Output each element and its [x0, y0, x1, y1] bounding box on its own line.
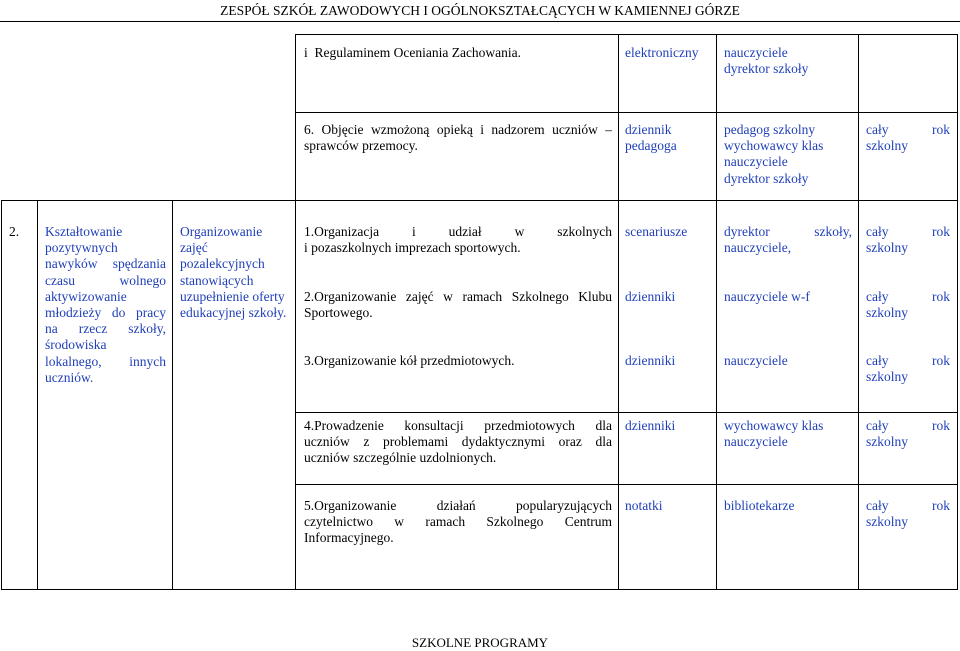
grid-line-col1	[37, 200, 38, 589]
item3-form: dzienniki	[625, 353, 676, 368]
row6-term: cały rok szkolny	[866, 122, 950, 154]
document-header: ZESPÓŁ SZKÓŁ ZAWODOWYCH I OGÓLNOKSZTAŁCĄCYCH W KAMIENNEJ GÓRZE	[220, 3, 740, 18]
top-row-form: elektroniczny	[625, 45, 699, 60]
item5-task: 5.Organizowanie działań popularyzujących czytelnictwo w ramach Szkolnego Centrum Informacyjnego.	[304, 498, 612, 546]
item5-responsible: bibliotekarze	[724, 498, 795, 513]
item3-task: 3.Organizowanie kół przedmiotowych.	[304, 353, 515, 368]
grid-line-top	[295, 34, 958, 35]
item4-responsible: wychowawcy klas nauczyciele	[724, 418, 824, 450]
item5-term: cały rok szkolny	[866, 498, 950, 530]
top-row-task: i Regulaminem Oceniania Zachowania.	[304, 45, 522, 60]
grid-line-col3	[295, 34, 296, 589]
grid-line-row-b	[1, 200, 958, 201]
grid-line-col2	[172, 200, 173, 589]
grid-line-row-d	[295, 484, 958, 485]
grid-line-left	[1, 200, 2, 589]
item5-form: notatki	[625, 498, 663, 513]
item2-form: dzienniki	[625, 289, 676, 304]
section2-number: 2.	[9, 224, 20, 239]
item2-task: 2.Organizowanie zajęć w ramach Szkolnego Klubu Sportowego.	[304, 289, 612, 321]
item1-form: scenariusze	[625, 224, 688, 239]
grid-line-col4	[618, 34, 619, 589]
grid-line-right	[957, 34, 958, 589]
row6-responsible: pedagog szkolny wychowawcy klas nauczyciele dyrektor szkoły	[724, 122, 824, 186]
item1-task: 1.Organizacja i udział w szkolnych i pozaszkolnych imprezach sportowych.	[304, 224, 612, 256]
header-rule	[0, 21, 960, 22]
item2-responsible: nauczyciele w-f	[724, 289, 810, 304]
item4-term: cały rok szkolny	[866, 418, 950, 450]
item3-responsible: nauczyciele	[724, 353, 788, 368]
grid-line-row-c	[295, 412, 958, 413]
item4-task: 4.Prowadzenie konsultacji przedmiotowych dla uczniów z problemami dydaktycznymi oraz dla uczniów szczególnie uzdolnionych.	[304, 418, 612, 466]
grid-line-col6	[858, 34, 859, 589]
section2-goal: Kształtowanie pozytywnych nawyków spędzania czasu wolnego aktywizowanie młodzieży do pracy na rzecz szkoły, środowiska lokalnego, innych uczniów.	[45, 224, 166, 385]
grid-line-col5	[716, 34, 717, 589]
grid-line-row-a	[295, 112, 958, 113]
item2-term: cały rok szkolny	[866, 289, 950, 321]
row6-task: 6. Objęcie wzmożoną opieką i nadzorem uczniów –	[304, 122, 612, 137]
item1-term: cały rok szkolny	[866, 224, 950, 256]
row6-task-line2: sprawców przemocy.	[304, 138, 418, 153]
item1-responsible: dyrektor szkoły, nauczyciele,	[724, 224, 852, 256]
item4-form: dzienniki	[625, 418, 676, 433]
document-footer: SZKOLNE PROGRAMY	[411, 635, 549, 650]
grid-line-bottom	[1, 589, 958, 590]
top-row-responsible: nauczyciele dyrektor szkoły	[724, 45, 809, 77]
section2-tasks-general: Organizowanie zajęć pozalekcyjnych stanowiących uzupełnienie oferty edukacyjnej szkoły.	[180, 224, 287, 321]
item3-term: cały rok szkolny	[866, 353, 950, 385]
row6-form: dziennik pedagoga	[625, 122, 677, 154]
